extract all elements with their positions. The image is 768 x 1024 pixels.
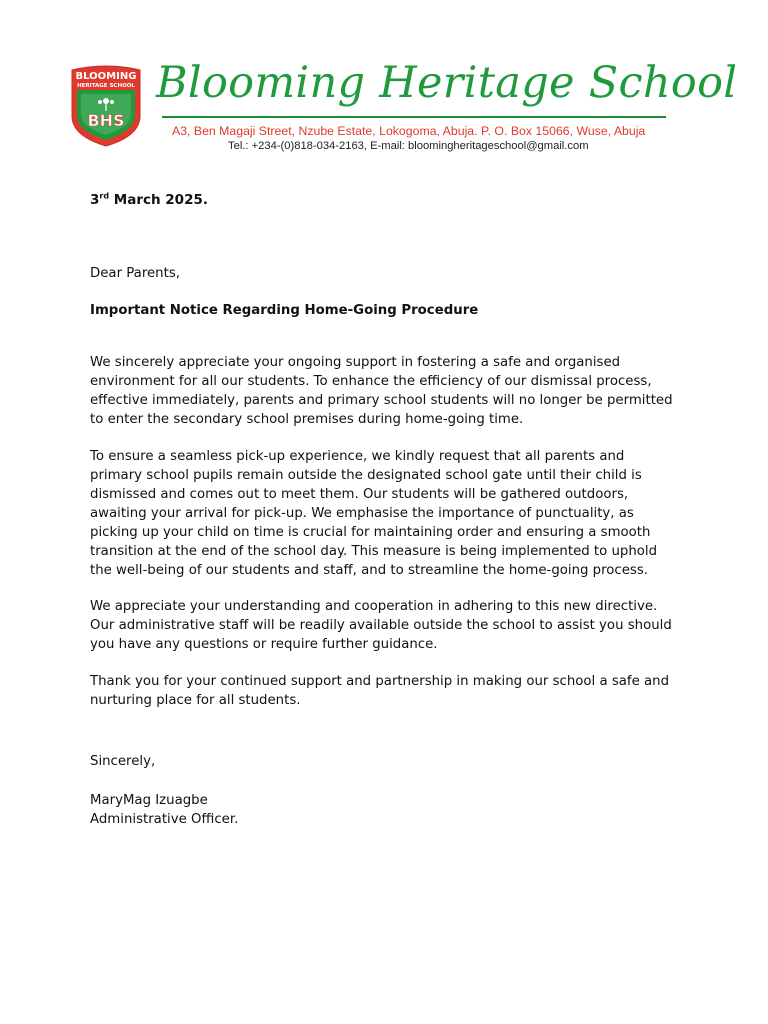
subject-line: Important Notice Regarding Home-Going Procedure — [90, 303, 479, 318]
closing: Sincerely, — [90, 754, 156, 769]
date-day: 3 — [90, 192, 100, 208]
letterhead — [66, 58, 738, 162]
paragraph-3: We appreciate your understanding and cooperation in adhering to this new directive. Our administrative staff will be readily available outside the school to assist you should you have any questions or require further guidance. — [90, 599, 672, 653]
school-address: A3, Ben Magaji Street, Nzube Estate, Lokogoma, Abuja. P. O. Box 15066, Wuse, Abuja — [172, 124, 646, 138]
letter-date — [90, 192, 208, 208]
paragraph-1: We sincerely appreciate your ongoing support in fostering a safe and organised environment for all our students. To enhance the efficiency of our dismissal process, effective immediately, parents and primary school students will no longer be permitted to enter the secondary school premises during home-going time. — [90, 355, 673, 428]
date-suffix: rd — [99, 191, 110, 201]
salutation: Dear Parents, — [90, 266, 180, 281]
crest-initials: BHS — [87, 111, 125, 130]
paragraph-2: To ensure a seamless pick-up experience, we kindly request that all parents and primary school pupils remain outside the designated school gate until their child is dismissed and comes out to meet them. Our students will be gathered outdoors, awaiting your arrival for pick-up. We emphasise the importance of punctuality, as picking up your child on time is crucial for maintaining order and ensuring a smooth transition at the end of the school day. This measure is being implemented to uphold the well-being of our students and staff, and to streamline the home-going process. — [90, 449, 658, 578]
signer-name: MaryMag Izuagbe — [90, 793, 208, 808]
date-rest: March 2025. — [109, 192, 208, 208]
school-contact: Tel.: +234-(0)818-034-2163, E-mail: bloomingheritageschool@gmail.com — [228, 140, 589, 152]
school-name: Blooming Heritage School — [156, 58, 738, 108]
crest-top-text: BLOOMING — [75, 71, 137, 82]
crest-sub-text: HERITAGE SCHOOL — [77, 83, 135, 89]
paragraph-4: Thank you for your continued support and partnership in making our school a safe and nurturing place for all students. — [90, 674, 670, 709]
header-rule — [162, 116, 666, 118]
signer-title: Administrative Officer. — [90, 812, 239, 827]
signature-block — [90, 791, 238, 829]
school-crest-logo — [66, 64, 146, 148]
